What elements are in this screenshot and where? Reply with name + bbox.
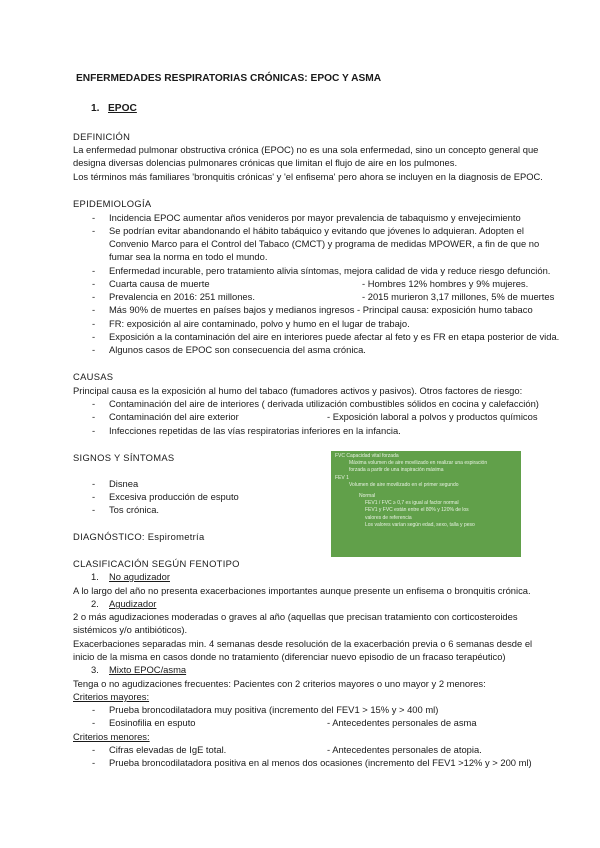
note-line: forzada a partir de una inspiración máxima [349,467,444,474]
heading-definicion: DEFINICIÓN [73,131,131,142]
list-item: Eosinofilia en esputo [109,717,196,728]
list-item-continuation: fumar sea la norma en todo el mundo. [109,251,268,262]
list-item: Incidencia EPOC aumentar años venideros por mayor prevalencia de tabaquismo y envejecimiento [109,212,521,223]
list-item: FR: exposición al aire contaminado, polvo y humo en el lugar de trabajo. [109,318,410,329]
list-item: Prueba broncodilatadora positiva en al menos dos ocasiones (incremento del FEV1 >12% y > 200 ml) [109,757,532,768]
phenotype-text: inicio de la misma en casos donde no tratamiento (diferenciar nuevo episodio de un fracaso terapéutico) [73,651,506,662]
list-item: Contaminación del aire exterior [109,411,239,422]
definition-line: Los términos más familiares 'bronquitis crónicas' y 'el enfisema' pero ahora se incluyen en la diagnosis de EPOC. [73,171,543,182]
list-item: Cifras elevadas de IgE total. [109,744,227,755]
list-item: Algunos casos de EPOC son consecuencia del asma crónica. [109,344,366,355]
note-line: valores de referencia [365,514,412,521]
criterios-mayores-heading: Criterios mayores: [73,691,150,702]
heading-epidemiologia: EPIDEMIOLOGÍA [73,198,152,209]
bullet-dash: - [92,757,96,768]
bullet-dash: - [92,278,96,289]
list-item: Prueba broncodilatadora muy positiva (incremento del FEV1 > 15% y > 400 ml) [109,704,439,715]
note-line: FEV 1 [335,474,349,481]
bullet-dash: - [92,411,96,422]
list-item-right: - Hombres 12% hombres y 9% mujeres. [362,278,529,289]
spirometry-note-box [331,451,521,557]
causas-intro: Principal causa es la exposición al humo del tabaco (fumadores activos y pasivos). Otros factores de riesgo: [73,385,523,396]
bullet-dash: - [92,704,96,715]
list-item: Disnea [109,478,139,489]
list-item: Infecciones repetidas de las vías respiratorias inferiores en la infancia. [109,425,401,436]
list-item: Se podrían evitar abandonando el hábito tabáquico y evitando que jóvenes lo adquieran. Adopten el [109,225,524,236]
phenotype-title: Mixto EPOC/asma [109,664,187,675]
note-line: FVC Capacidad vital forzada [335,453,399,459]
bullet-dash: - [92,291,96,302]
bullet-dash: - [92,212,96,223]
list-item: Tos crónica. [109,504,160,515]
list-item: Enfermedad incurable, pero tratamiento alivia síntomas, mejora calidad de vida y reduce riesgo defunción. [109,265,551,276]
list-item: Exposición a la contaminación del aire en interiores puede afectar al feto y es FR en etapa posterior de vida. [109,331,560,342]
definition-line: designa diversas dolencias pulmonares crónicas que limitan el flujo de aire en los pulmones. [73,157,458,168]
list-item: Cuarta causa de muerte [109,278,210,289]
criterios-menores-heading: Criterios menores: [73,731,150,742]
list-item: Más 90% de muertes en países bajos y medianos ingresos - Principal causa: exposición humo tabaco [109,304,533,315]
bullet-dash: - [92,318,96,329]
bullet-dash: - [92,265,96,276]
phenotype-number: 1. [91,571,99,582]
list-item-right: - 2015 murieron 3,17 millones, 5% de muertes [362,291,555,302]
note-line: Normal [359,493,376,500]
phenotype-text: Exacerbaciones separadas min. 4 semanas desde resolución de la exacerbación previa o 6 semanas desde el [73,638,533,649]
list-item-continuation: Convenio Marco para el Control del Tabaco (CMCT) y programa de medidas MPOWER, a fin de que no [109,238,540,249]
list-item: Contaminación del aire de interiores ( derivada utilización combustibles sólidos en cocina y calefacción) [109,398,539,409]
heading-clasificacion: CLASIFICACIÓN SEGÚN FENOTIPO [73,558,240,569]
phenotype-text: 2 o más agudizaciones moderadas o graves al año (aquellas que precisan tratamiento con corticosteroides [73,611,518,622]
definition-line: La enfermedad pulmonar obstructiva crónica (EPOC) no es una sola enfermedad, sino un concepto general que [73,144,539,155]
section-title-epoc: EPOC [108,103,137,114]
bullet-dash: - [92,717,96,728]
bullet-dash: - [92,478,96,489]
bullet-dash: - [92,491,96,502]
heading-causas: CAUSAS [73,371,114,382]
note-line: FEV1 y FVC están entre el 80% y 120% de los [365,507,469,514]
bullet-dash: - [92,744,96,755]
note-line: Los valores varían según edad, sexo, talla y peso [365,521,475,528]
list-item: Prevalencia en 2016: 251 millones. [109,291,255,302]
bullet-dash: - [92,504,96,515]
diagnostico: DIAGNÓSTICO: Espirometría [73,531,205,542]
list-item-right: - Exposición laboral a polvos y productos químicos [327,411,538,422]
note-line: Máxima volumen de aire movilizado en realizar una espiración [349,460,488,467]
phenotype-title: No agudizador [109,571,170,582]
heading-signos: SIGNOS Y SÍNTOMAS [73,452,175,463]
bullet-dash: - [92,304,96,315]
bullet-dash: - [92,331,96,342]
bullet-dash: - [92,425,96,436]
list-item-right: - Antecedentes personales de atopia. [327,744,482,755]
list-item: Excesiva producción de esputo [109,491,239,502]
phenotype-text: Tenga o no agudizaciones frecuentes: Pacientes con 2 criterios mayores o uno mayor y 2 menores: [73,678,486,689]
bullet-dash: - [92,398,96,409]
phenotype-text: A lo largo del año no presenta exacerbaciones importantes aunque presente un enfisema o bronquitis crónica. [73,585,531,596]
document-title: ENFERMEDADES RESPIRATORIAS CRÓNICAS: EPOC Y ASMA [76,73,382,84]
bullet-dash: - [92,344,96,355]
phenotype-text: sistémicos y/o antibióticos). [73,624,188,635]
bullet-dash: - [92,225,96,236]
phenotype-number: 3. [91,664,99,675]
note-line: Volumen de aire movilizado en el primer segundo [349,481,459,488]
phenotype-number: 2. [91,598,99,609]
phenotype-title: Agudizador [109,598,157,609]
note-line: FEV1 / FVC ≥ 0,7 es igual al factor normal [365,500,459,507]
section-number: 1. [91,103,100,114]
list-item-right: - Antecedentes personales de asma [327,717,477,728]
